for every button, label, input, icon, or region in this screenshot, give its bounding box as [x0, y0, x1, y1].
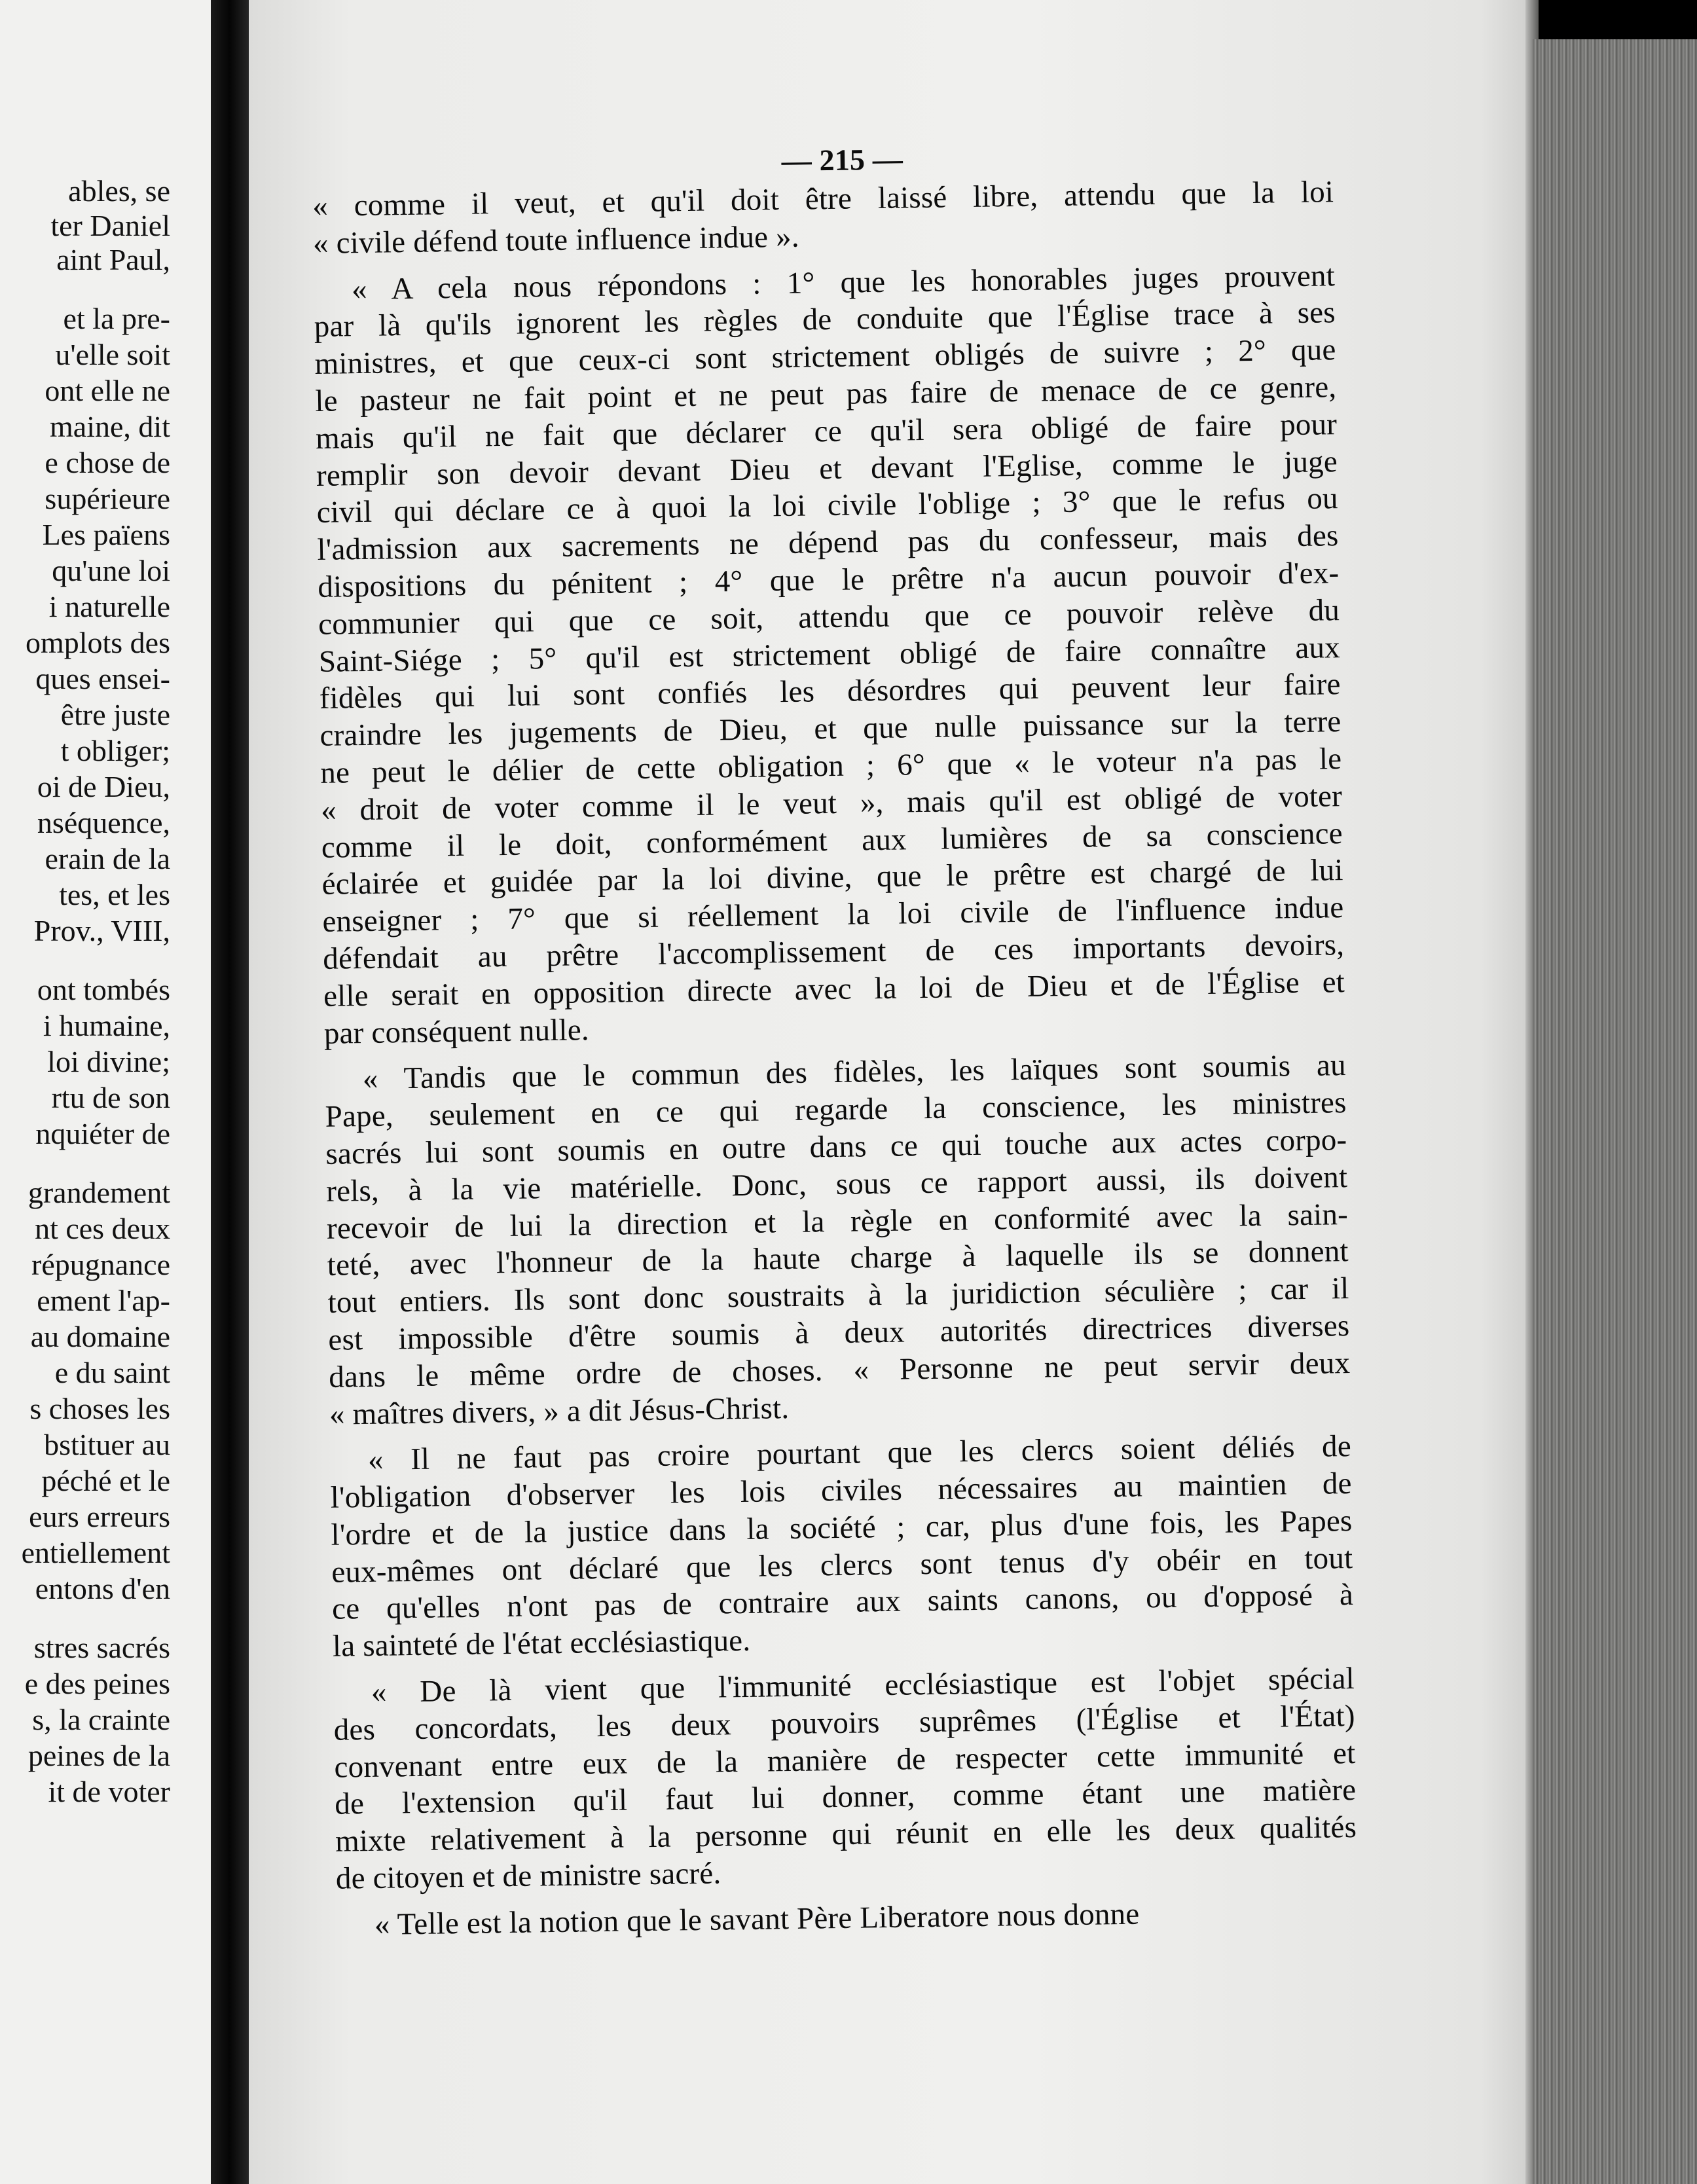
- paragraph-5: [333, 1660, 1358, 1898]
- text-line: ministres, et que ceux-ci sont strictement obligés de suivre ; 2° que: [314, 333, 1336, 382]
- left-page-line: s, la crainte: [32, 1703, 170, 1736]
- text-line: Saint-Siége ; 5° qu'il est strictement obligé de faire connaître aux: [318, 630, 1341, 679]
- left-page-line: eurs erreurs: [29, 1500, 170, 1533]
- left-page-line: ont tombés: [37, 973, 170, 1006]
- left-page-line: e du saint: [54, 1356, 170, 1389]
- left-page-line: ont elle ne: [45, 374, 170, 407]
- text-line: « comme il veut, et qu'il doit être laissé libre, attendu que la loi: [312, 175, 1334, 223]
- text-line: sacrés lui sont soumis en outre dans ce qui touche aux actes corpo-: [325, 1122, 1347, 1171]
- left-page-line: u'elle soit: [55, 338, 170, 371]
- text-line: « civile défend toute influence indue ».: [312, 219, 800, 261]
- text-line: par là qu'ils ignorent les règles de conduite que l'Église trace à ses: [314, 295, 1336, 344]
- text-line: « Tandis que le commun des fidèles, les laïques sont soumis au: [362, 1048, 1347, 1097]
- left-page-line: i humaine,: [43, 1009, 170, 1042]
- text-line: convenant entre eux de la manière de respecter cette immunité et: [334, 1736, 1356, 1785]
- left-page-line: loi divine;: [47, 1045, 170, 1078]
- text-line: enseigner ; 7° que si réellement la loi civile de l'influence indue: [322, 890, 1344, 939]
- text-line: ce qu'elles n'ont pas de contraire aux saints canons, ou d'opposé à: [331, 1578, 1354, 1627]
- left-page-line: être juste: [60, 698, 170, 731]
- text-line: l'admission aux sacrements ne dépend pas du confesseur, mais des: [317, 519, 1339, 568]
- left-page-line: nquiéter de: [35, 1117, 170, 1150]
- paragraph-3: [324, 1047, 1351, 1433]
- book-page-edges: [1532, 39, 1697, 2184]
- text-line: de citoyen et de ministre sacré.: [335, 1856, 721, 1896]
- left-page-line: entiellement: [21, 1536, 170, 1569]
- left-page-line: nt ces deux: [35, 1212, 170, 1245]
- left-page-line: ter Daniel: [50, 209, 170, 242]
- text-line: comme il le doit, conformément aux lumières de sa conscience: [321, 816, 1343, 865]
- left-page-line: Les païens: [42, 518, 170, 551]
- text-line: remplir son devoir devant Dieu et devant l'Eglise, comme le juge: [316, 444, 1338, 493]
- text-line: dispositions du pénitent ; 4° que le prêtre n'a aucun pouvoir d'ex-: [318, 556, 1340, 604]
- left-page-line: et la pre-: [63, 302, 170, 335]
- left-page-line: entons d'en: [35, 1572, 170, 1605]
- text-line: tout entiers. Ils sont donc soustraits à la juridiction séculière ; car il: [327, 1271, 1349, 1320]
- text-line: l'ordre et de la justice dans la société ; car, plus d'une fois, les Papes: [331, 1503, 1353, 1552]
- left-page-line: ement l'ap-: [37, 1284, 170, 1317]
- left-page-line: ables, se: [68, 174, 170, 208]
- book-gutter: [211, 0, 249, 2184]
- text-line: « droit de voter comme il le veut », mais qu'il est obligé de voter: [320, 778, 1343, 828]
- text-line: éclairée et guidée par la loi divine, que le prêtre est chargé de lui: [321, 853, 1343, 902]
- text-line: « maîtres divers, » a dit Jésus-Christ.: [329, 1391, 790, 1432]
- text-line: est impossible d'être soumis à deux autorités directrices diverses: [328, 1308, 1350, 1357]
- left-page-line: erain de la: [45, 842, 170, 875]
- left-page-line: omplots des: [25, 626, 170, 659]
- main-page: [249, 0, 1532, 2184]
- left-page-line: Prov., VIII,: [33, 914, 170, 947]
- paragraph-1: [312, 173, 1334, 262]
- left-page-line: t obliger;: [60, 734, 170, 767]
- page-number: — 215 —: [781, 142, 903, 177]
- left-page-line: péché et le: [41, 1464, 170, 1497]
- text-line: mixte relativement à la personne qui réunit en elle les deux qualités: [335, 1810, 1357, 1859]
- paragraph-6: [337, 1893, 1359, 1944]
- text-line: ne peut le délier de cette obligation ; 6° que « le voteur n'a pas le: [319, 742, 1342, 790]
- text-line: rels, à la vie matérielle. Donc, sous ce rapport aussi, ils doivent: [325, 1159, 1348, 1209]
- left-page-line: maine, dit: [50, 410, 170, 443]
- text-line: recevoir de lui la direction et la règle en conformité avec la sain-: [326, 1197, 1349, 1246]
- paragraph-4: [330, 1428, 1355, 1665]
- text-line: défendait au prêtre l'accomplissement de ces importants devoirs,: [322, 928, 1345, 976]
- left-page-line: s choses les: [29, 1392, 170, 1425]
- text-line: « Il ne faut pas croire pourtant que les clercs soient déliés de: [367, 1429, 1352, 1478]
- text-line: elle serait en opposition directe avec la loi de Dieu et de l'Église et: [323, 964, 1345, 1013]
- text-line: mais qu'il ne fait que déclarer ce qu'il sera obligé de faire pour: [315, 407, 1338, 456]
- page-body: [312, 133, 1358, 1953]
- text-line: l'obligation d'observer les lois civiles nécessaires au maintien de: [330, 1466, 1353, 1515]
- left-page-line: bstituer au: [44, 1428, 170, 1461]
- left-page-line: supérieure: [45, 482, 170, 515]
- text-line: eux-mêmes ont déclaré que les clercs sont tenus d'y obéir en tout: [331, 1540, 1353, 1590]
- text-line: fidèles qui lui sont confiés les désordres qui peuvent leur faire: [319, 667, 1341, 716]
- left-page-line: peines de la: [27, 1739, 170, 1772]
- text-line: dans le même ordre de choses. « Personne ne peut servir deux: [328, 1345, 1351, 1394]
- left-page-line: it de voter: [48, 1775, 170, 1808]
- left-page-line: ques ensei-: [35, 662, 170, 695]
- text-line: le pasteur ne fait point et ne peut pas faire de menace de ce genre,: [315, 370, 1337, 418]
- text-line: teté, avec l'honneur de la haute charge à laquelle ils se donnent: [327, 1234, 1349, 1283]
- text-line: craindre les jugements de Dieu, et que nulle puissance sur la terre: [319, 704, 1341, 754]
- left-page-line: oi de Dieu,: [37, 770, 170, 803]
- text-line: communier qui que ce soit, attendu que ce pouvoir relève du: [318, 592, 1340, 642]
- left-page-line: qu'une loi: [52, 554, 170, 587]
- left-page-line: au domaine: [30, 1320, 170, 1353]
- left-page-line: e chose de: [45, 446, 170, 479]
- left-page-line: grandement: [27, 1176, 170, 1209]
- left-page-line: rtu de son: [51, 1081, 170, 1114]
- left-page-line: tes, et les: [59, 878, 170, 911]
- text-line: Pape, seulement en ce qui regarde la conscience, les ministres: [325, 1085, 1347, 1134]
- text-line: des concordats, les deux pouvoirs suprêmes (l'Église et l'État): [333, 1698, 1355, 1747]
- text-line: de l'extension qu'il faut lui donner, comme étant une matière: [334, 1773, 1357, 1822]
- left-page-line: nséquence,: [37, 806, 170, 839]
- left-page-line: e des peines: [24, 1667, 170, 1700]
- left-page-line: répugnance: [31, 1248, 170, 1281]
- left-facing-page: [0, 0, 211, 2184]
- text-line: « A cela nous répondons : 1° que les honorables juges prouvent: [351, 258, 1336, 306]
- text-line: la sainteté de l'état ecclésiastique.: [332, 1624, 751, 1664]
- left-page-line: stres sacrés: [33, 1631, 170, 1664]
- text-line: par conséquent nulle.: [323, 1012, 590, 1051]
- paragraph-2: [314, 257, 1346, 1052]
- left-page-line: i naturelle: [48, 590, 170, 623]
- text-line: « De là vient que l'immunité ecclésiastique est l'objet spécial: [371, 1662, 1355, 1710]
- text-line: civil qui déclare ce à quoi la loi civile l'oblige ; 3° que le refus ou: [316, 481, 1339, 530]
- left-page-line: aint Paul,: [56, 243, 170, 276]
- text-line: « Telle est la notion que le savant Père Liberatore nous donne: [374, 1897, 1140, 1942]
